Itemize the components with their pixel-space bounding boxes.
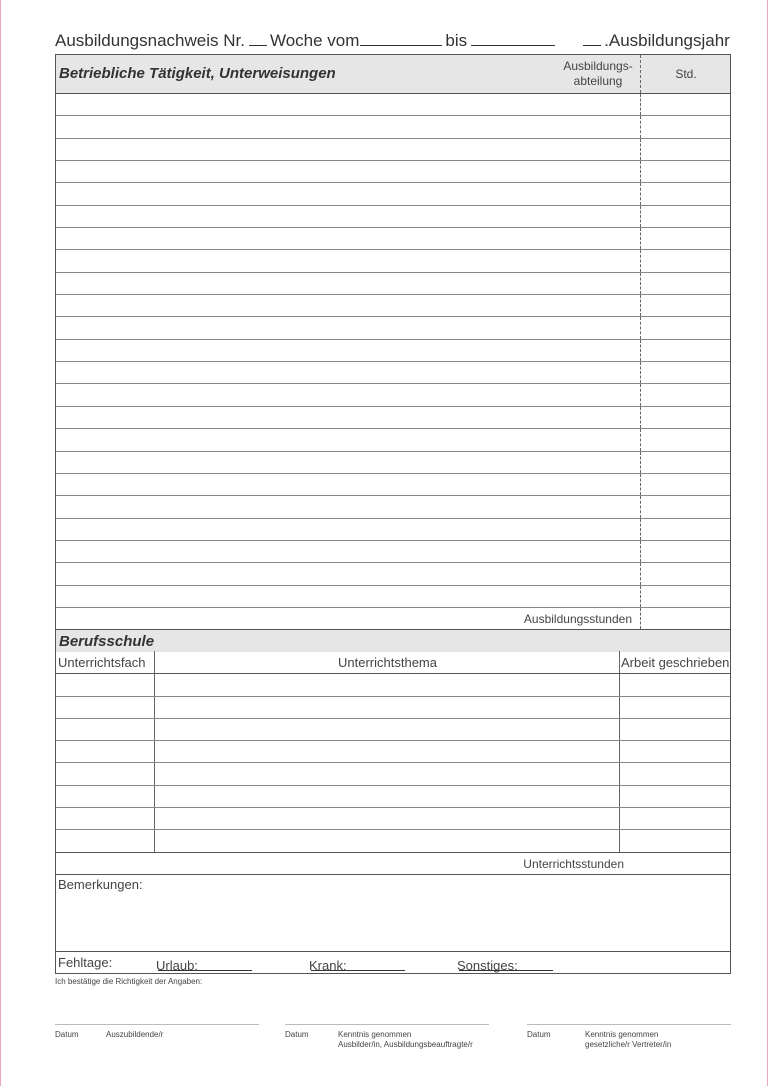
form-title bbox=[55, 31, 732, 53]
betrieb-row[interactable] bbox=[56, 94, 730, 116]
schule-row[interactable] bbox=[56, 719, 730, 741]
col-work-header: Arbeit geschrieben bbox=[621, 655, 730, 671]
betrieb-row[interactable] bbox=[56, 317, 730, 339]
schule-row[interactable] bbox=[56, 808, 730, 830]
schule-header bbox=[56, 630, 730, 652]
urlaub-field[interactable] bbox=[158, 958, 252, 971]
betrieb-row[interactable] bbox=[56, 183, 730, 205]
sig3-date-label: Datum bbox=[527, 1030, 551, 1039]
betrieb-row[interactable] bbox=[56, 519, 730, 541]
sig1-role-label: Auszubildende/r bbox=[106, 1030, 164, 1039]
betrieb-row[interactable] bbox=[56, 116, 730, 138]
betrieb-row[interactable] bbox=[56, 452, 730, 474]
betrieb-row[interactable] bbox=[56, 273, 730, 295]
col-subject-header: Unterrichtsfach bbox=[58, 655, 146, 671]
krank-label: Krank: bbox=[309, 957, 347, 973]
signature-line-trainer[interactable] bbox=[285, 1024, 489, 1025]
sig1-date-label: Datum bbox=[55, 1030, 79, 1039]
sig2-role-label: Kenntnis genommen Ausbilder/in, Ausbildungsbeauftragte/r bbox=[338, 1030, 473, 1049]
training-year-field[interactable] bbox=[583, 31, 601, 46]
sonstiges-field[interactable] bbox=[459, 958, 553, 971]
betrieb-row[interactable] bbox=[56, 362, 730, 384]
col-topic-header: Unterrichtsthema bbox=[338, 655, 437, 671]
schule-row[interactable] bbox=[56, 741, 730, 763]
betrieb-total-label: Ausbildungsstunden bbox=[523, 611, 632, 626]
betrieb-row[interactable] bbox=[56, 228, 730, 250]
schule-total-row bbox=[56, 853, 730, 875]
schule-row[interactable] bbox=[56, 786, 730, 808]
betrieb-header bbox=[56, 55, 730, 94]
dept-label-line1: Ausbildungs- bbox=[563, 59, 633, 73]
betrieb-row[interactable] bbox=[56, 161, 730, 183]
sig3-role-label: Kenntnis genommen gesetzliche/r Vertreter/in bbox=[585, 1030, 672, 1049]
urlaub-label: Urlaub: bbox=[156, 957, 198, 973]
dept-column-header bbox=[556, 59, 640, 89]
nachweis-number-field[interactable] bbox=[249, 31, 267, 46]
signature-line-trainee[interactable] bbox=[55, 1024, 259, 1025]
bis-label: bis bbox=[445, 31, 468, 50]
dept-label-line2: abteilung bbox=[573, 74, 623, 88]
report-sheet bbox=[55, 54, 731, 974]
hours-column-header: Std. bbox=[640, 55, 731, 93]
schule-column-headers bbox=[56, 652, 730, 674]
betrieb-row[interactable] bbox=[56, 586, 730, 608]
schule-row[interactable] bbox=[56, 697, 730, 719]
betrieb-row[interactable] bbox=[56, 541, 730, 563]
week-to-field[interactable] bbox=[471, 31, 555, 46]
betrieb-row[interactable] bbox=[56, 139, 730, 161]
betrieb-row[interactable] bbox=[56, 340, 730, 362]
betrieb-row[interactable] bbox=[56, 206, 730, 228]
page-edge-left bbox=[0, 0, 1, 1086]
betrieb-row[interactable] bbox=[56, 384, 730, 406]
krank-field[interactable] bbox=[311, 958, 405, 971]
sonstiges-label: Sonstiges: bbox=[457, 957, 518, 973]
remarks-box[interactable] bbox=[56, 875, 730, 952]
betrieb-row[interactable] bbox=[56, 563, 730, 585]
nachweis-label: Ausbildungsnachweis Nr. bbox=[55, 31, 245, 50]
confirmation-text: Ich bestätige die Richtigkeit der Angaben: bbox=[55, 977, 203, 986]
betrieb-row[interactable] bbox=[56, 295, 730, 317]
jahr-label: .Ausbildungsjahr bbox=[604, 31, 730, 50]
schule-row[interactable] bbox=[56, 763, 730, 785]
woche-label: Woche vom bbox=[269, 31, 360, 50]
betrieb-row[interactable] bbox=[56, 407, 730, 429]
schule-total-label: Unterrichtsstunden bbox=[523, 856, 624, 871]
betrieb-rows bbox=[56, 94, 730, 608]
betrieb-total-row bbox=[56, 608, 730, 630]
schule-rows bbox=[56, 674, 730, 852]
betrieb-title: Betriebliche Tätigkeit, Unterweisungen bbox=[59, 65, 336, 82]
betrieb-row[interactable] bbox=[56, 474, 730, 496]
betrieb-row[interactable] bbox=[56, 250, 730, 272]
betrieb-row[interactable] bbox=[56, 429, 730, 451]
sig2-date-label: Datum bbox=[285, 1030, 309, 1039]
schule-title: Berufsschule bbox=[59, 633, 155, 651]
remarks-label: Bemerkungen: bbox=[58, 876, 143, 892]
schule-row[interactable] bbox=[56, 830, 730, 852]
signature-line-guardian[interactable] bbox=[527, 1024, 731, 1025]
fehltage-label: Fehltage: bbox=[58, 954, 113, 970]
absences-row bbox=[56, 952, 730, 973]
betrieb-row[interactable] bbox=[56, 496, 730, 518]
schule-row[interactable] bbox=[56, 674, 730, 696]
week-from-field[interactable] bbox=[360, 31, 442, 46]
